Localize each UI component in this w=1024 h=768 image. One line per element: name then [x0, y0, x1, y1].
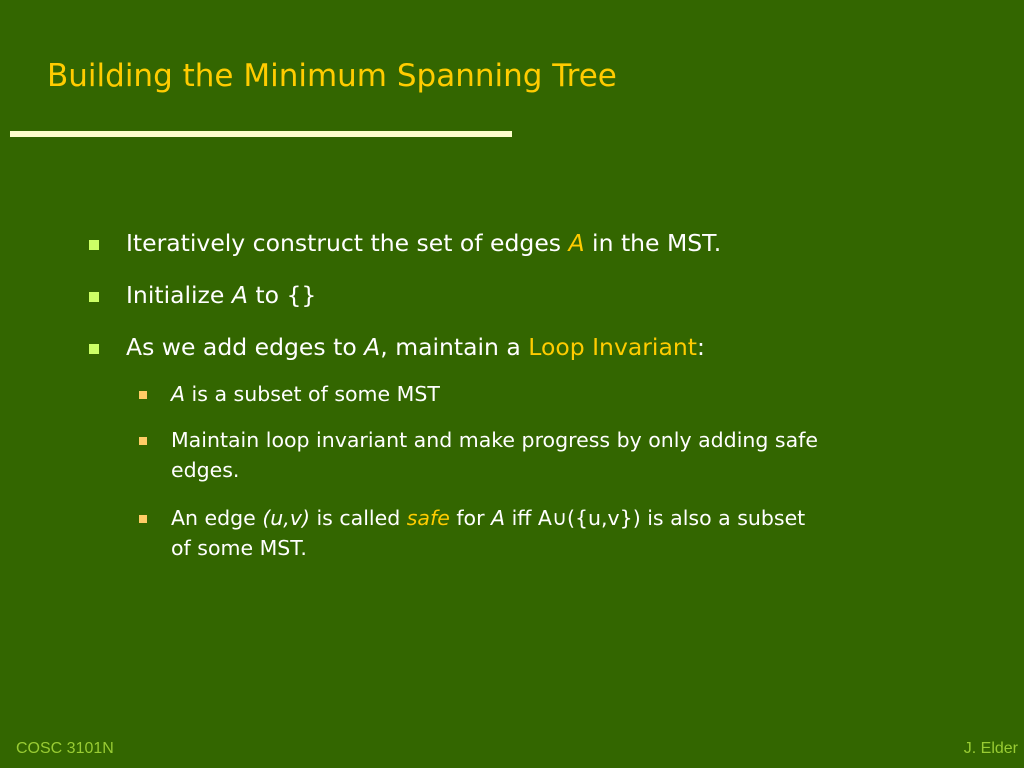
- subbullet-3-text-end: is also a subset: [640, 506, 806, 530]
- bullet-1-text: Iteratively construct the set of edges: [126, 229, 569, 257]
- bullet-2-text: Initialize: [126, 281, 232, 309]
- subbullet-3: [171, 503, 805, 563]
- subbullet-1: [171, 379, 440, 409]
- var-a: A: [364, 333, 381, 361]
- bullet-3-text: As we add edges to: [126, 333, 365, 361]
- bullet-1-text-end: in the MST.: [584, 229, 722, 257]
- var-a: A: [491, 506, 506, 530]
- var-a: A: [171, 382, 186, 406]
- edge-set: ({u,v}): [566, 506, 641, 530]
- bullet-3: [126, 333, 705, 361]
- var-a: A: [568, 229, 585, 257]
- bullet-marker: [89, 240, 99, 250]
- bullet-1: [126, 229, 721, 257]
- subbullet-1-text: is a subset of some MST: [185, 382, 440, 406]
- slide-title: Building the Minimum Spanning Tree: [47, 58, 617, 94]
- subbullet-3-text-iff: iff A: [505, 506, 552, 530]
- subbullet-marker: [139, 437, 147, 445]
- subbullet-2-line-2: edges.: [171, 458, 240, 482]
- loop-invariant-highlight: Loop Invariant: [528, 333, 697, 361]
- footer-author: J. Elder: [963, 740, 1018, 757]
- bullet-2-text-end: to {}: [247, 281, 317, 309]
- subbullet-marker: [139, 391, 147, 399]
- bullet-marker: [89, 344, 99, 354]
- subbullet-2-line-1: Maintain loop invariant and make progress by only adding safe: [171, 428, 818, 452]
- bullet-3-text-mid: , maintain a: [380, 333, 529, 361]
- bullet-2: [126, 281, 316, 309]
- safe-highlight: safe: [406, 506, 450, 530]
- bullet-3-text-end: :: [696, 333, 705, 361]
- bullet-marker: [89, 292, 99, 302]
- title-underline: [10, 131, 512, 137]
- subbullet-3-text-for: for: [449, 506, 492, 530]
- subbullet-3-line-1: [171, 503, 805, 533]
- edge-uv: (u,v): [262, 506, 310, 530]
- subbullet-3-line-2: of some MST.: [171, 536, 307, 560]
- subbullet-marker: [139, 515, 147, 523]
- subbullet-3-text-mid: is called: [309, 506, 407, 530]
- subbullet-3-text: An edge: [171, 506, 263, 530]
- union-symbol: ∪: [551, 506, 567, 530]
- footer-course: COSC 3101N: [16, 740, 114, 757]
- subbullet-2: [171, 425, 818, 485]
- var-a: A: [231, 281, 248, 309]
